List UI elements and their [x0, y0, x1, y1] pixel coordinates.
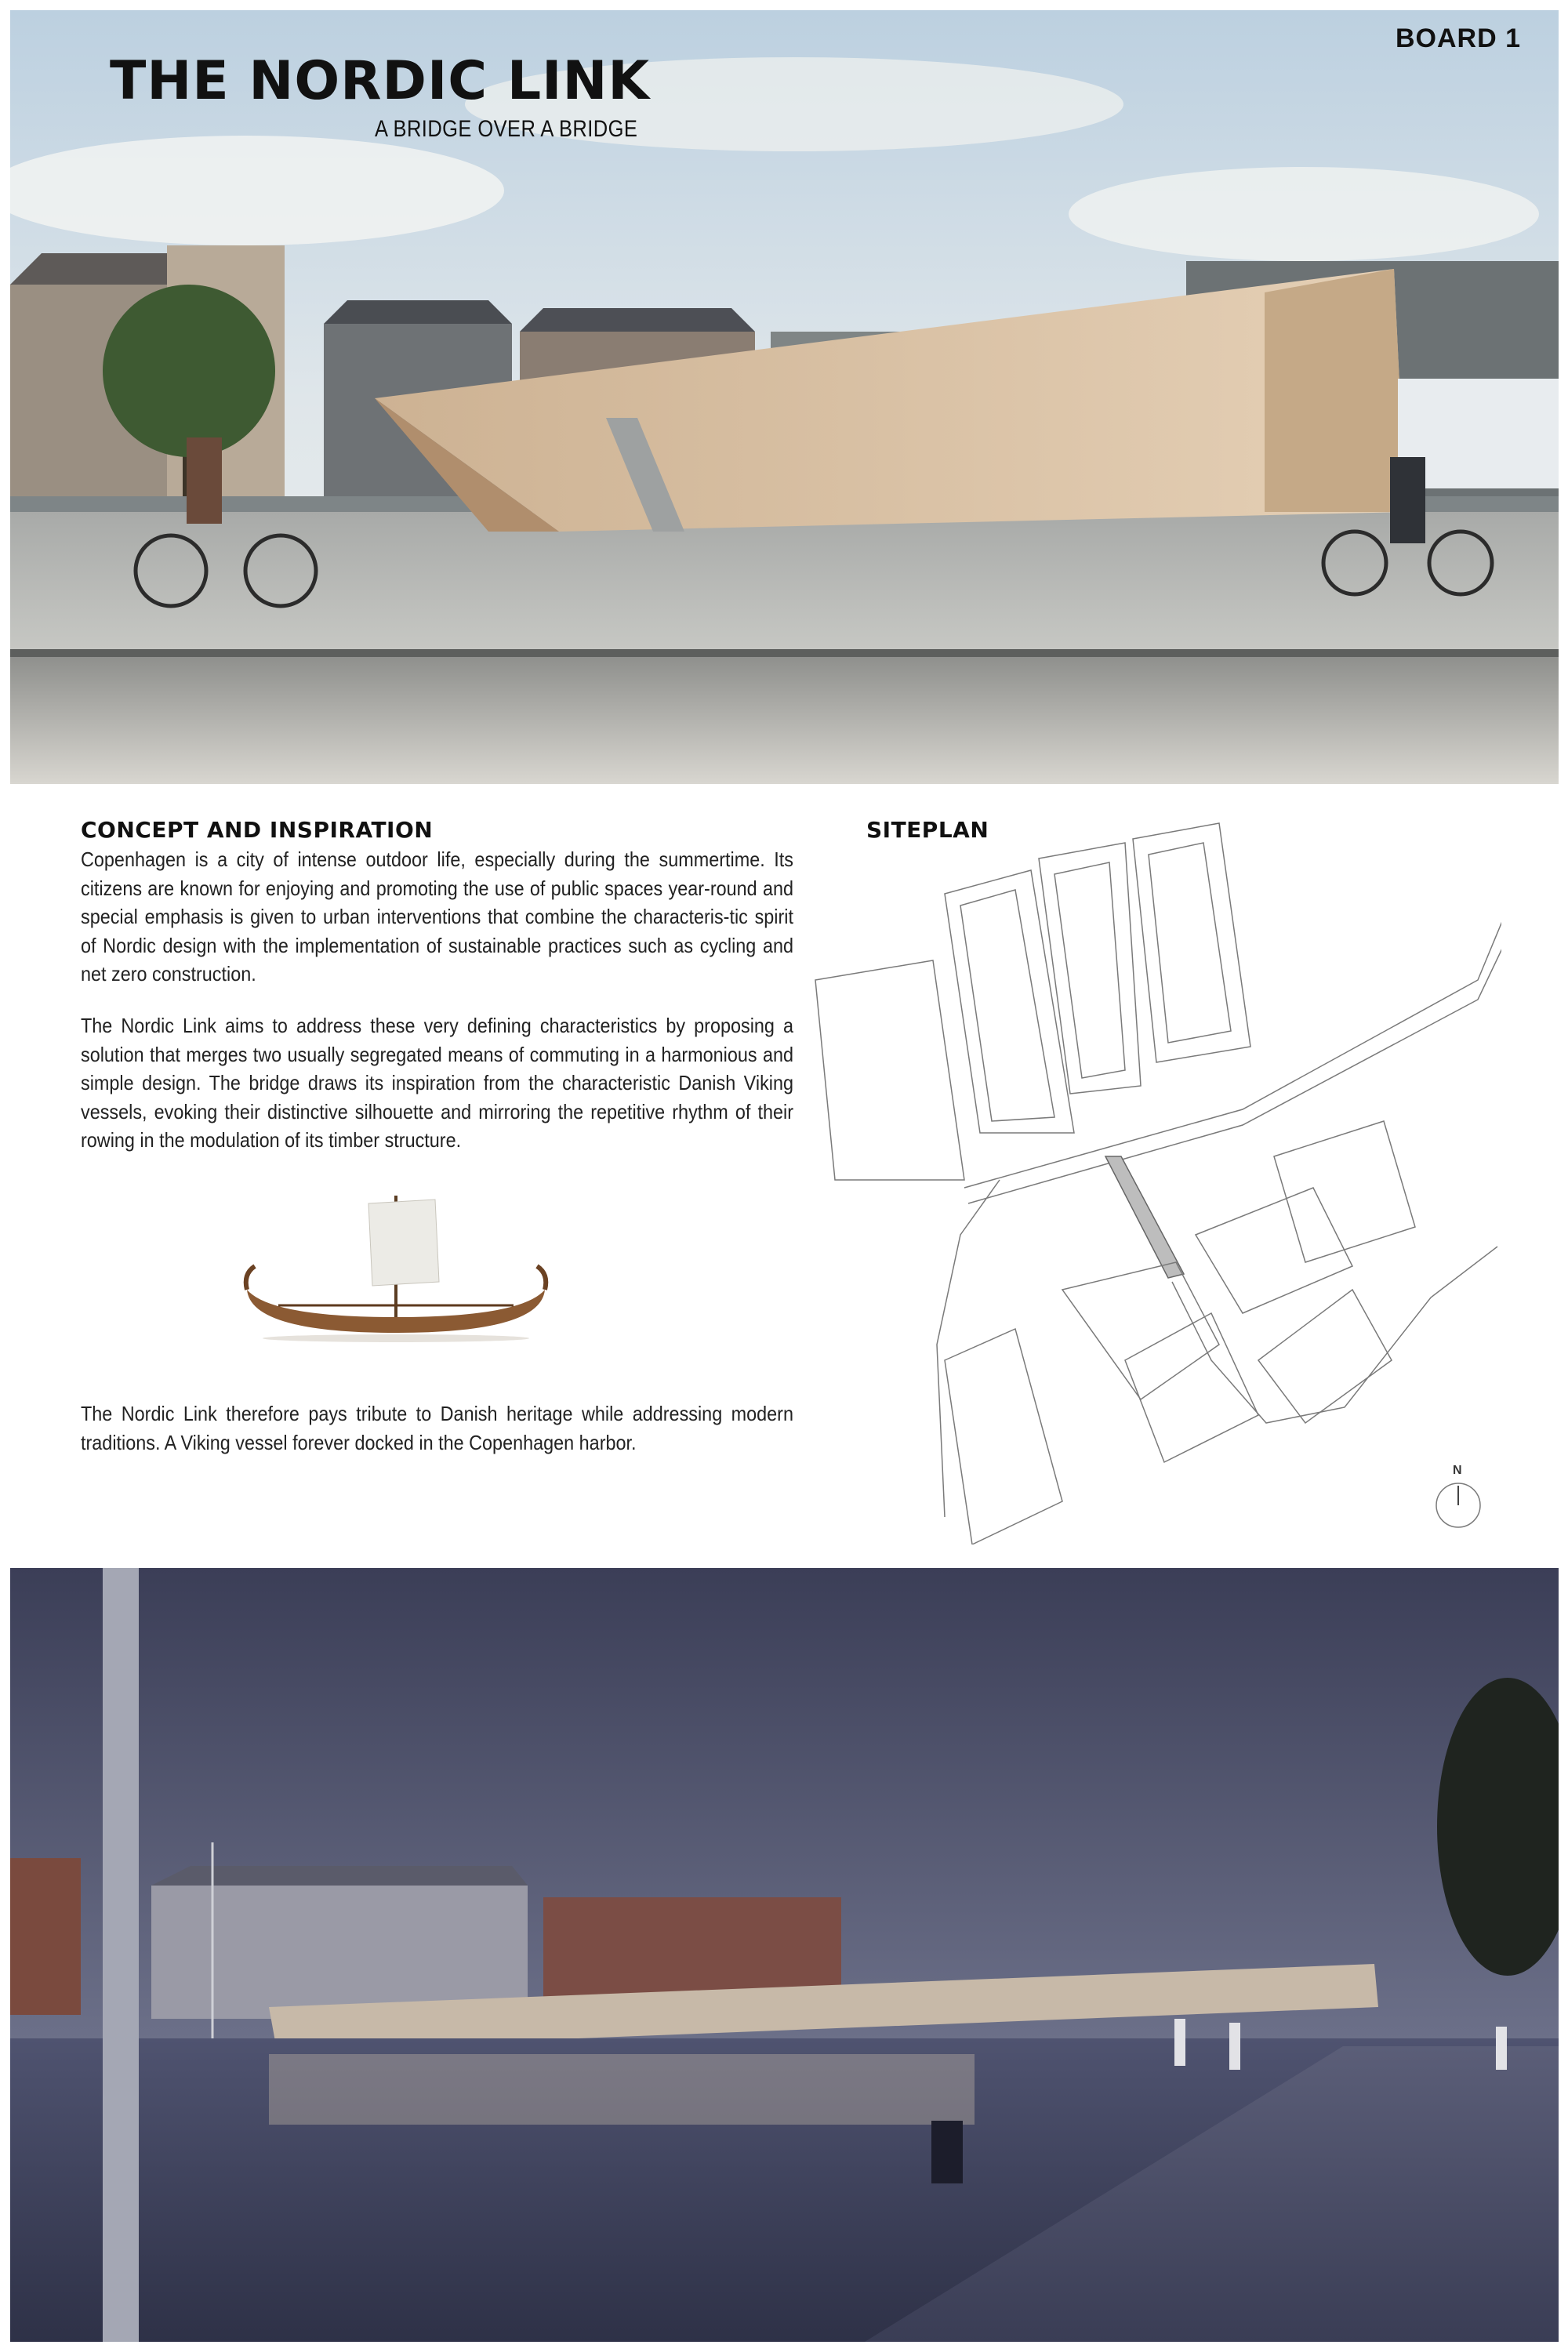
night-render-image: [10, 1568, 1559, 2342]
day-render-image: [10, 10, 1559, 784]
viking-ship-image: [239, 1188, 553, 1345]
page-subtitle: A BRIDGE OVER A BRIDGE: [375, 116, 638, 142]
concept-paragraph: The Nordic Link aims to address these very defining characteristics by proposing a solution that merges two usually segregated means of commuting in a harmonious and simple design. The bridge draws its inspiration from the characteristic Danish Viking vessels, evoking their distinctive silhouette and mirroring the repetitive rhythm of their rowing in the modulation of its timber structure.: [81, 1014, 793, 1152]
north-label: N: [1453, 1464, 1462, 1477]
concept-heading: CONCEPT AND INSPIRATION: [81, 817, 434, 843]
siteplan-heading: SITEPLAN: [866, 817, 989, 843]
board-label: BOARD 1: [1396, 24, 1522, 53]
siteplan-drawing: [804, 811, 1501, 1544]
concept-paragraph: Copenhagen is a city of intense outdoor life, especially during the summertime. Its citizens are known for enjoying and promoting the use of public spaces year-round and special emphasis is given to urban interventions that combine the characteris-tic spirit of Nordic design with the implementation of sustainable practices such as cycling and net zero construction.: [81, 848, 793, 985]
page-title: THE NORDIC LINK: [110, 50, 651, 112]
concept-paragraph: The Nordic Link therefore pays tribute to Danish heritage while addressing modern traditions. A Viking vessel forever docked in the Copenhagen harbor.: [81, 1402, 793, 1454]
